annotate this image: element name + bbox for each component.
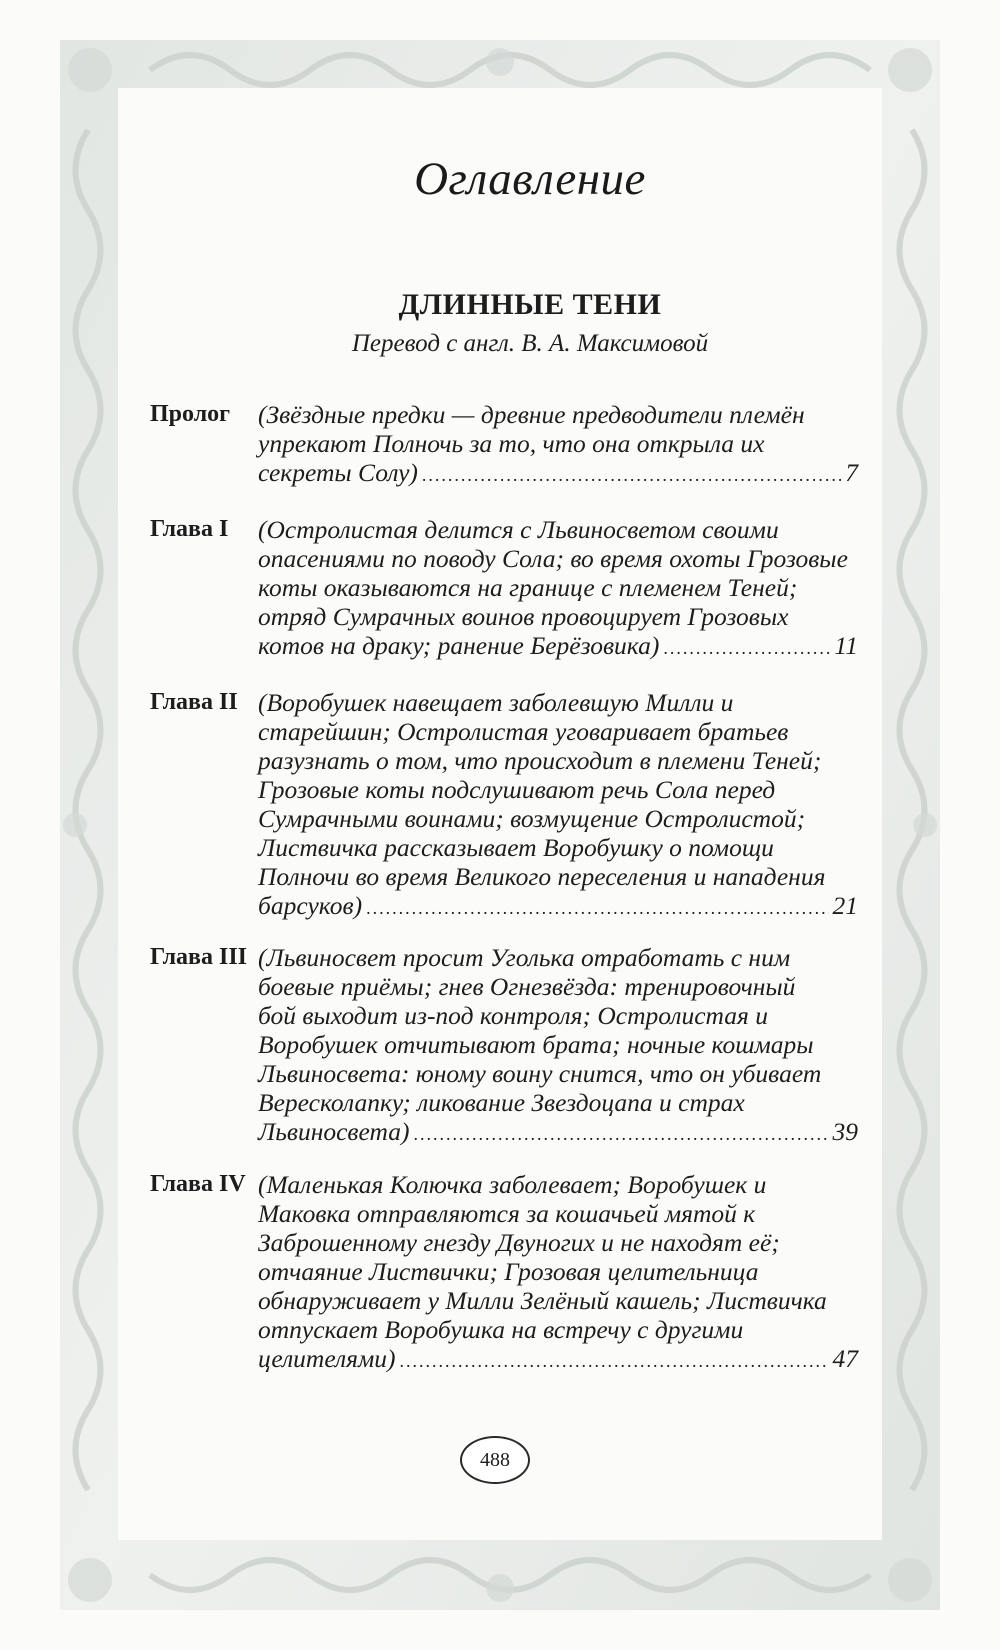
- toc-entry-line: Листвичка рассказывает Воробушку о помощи: [258, 833, 774, 862]
- toc-entry-line: Воробушек отчитывают брата; ночные кошмары: [258, 1030, 814, 1059]
- toc-entry-line: старейшин; Остролистая уговаривает братьев: [258, 717, 789, 746]
- toc-entry-description: [258, 515, 858, 663]
- toc-entry-line: (Львиносвет просит Уголька отработать с ним: [258, 943, 791, 972]
- toc-entry-description: [258, 400, 858, 490]
- toc-entry-line: Полночи во время Великого переселения и нападения: [258, 862, 826, 891]
- toc-entry-description: [258, 943, 858, 1149]
- toc-entry-label: Глава IV: [150, 1171, 246, 1197]
- toc-page-number: 11: [834, 631, 858, 660]
- toc-page-number: 21: [832, 891, 858, 920]
- toc-entry-label: Глава I: [150, 516, 229, 542]
- toc-page-number: 47: [832, 1344, 858, 1373]
- toc-entry-line: опасениями по поводу Сола; во время охоты Грозовые: [258, 544, 848, 573]
- toc-entry-line: Вересколапку; ликование Звездоцапа и страх: [258, 1088, 745, 1117]
- toc-entry-label: Пролог: [150, 401, 231, 427]
- toc-entry-line: Львиносвета): [258, 1117, 410, 1146]
- toc-entry-line: боевые приёмы; гнев Огнезвёзда: тренировочный: [258, 972, 796, 1001]
- dot-leader: [366, 894, 828, 923]
- toc-entry-line: отпускает Воробушка на встречу с другими: [258, 1315, 744, 1344]
- toc-entry-line: бой выходит из-под контроля; Остролистая и: [258, 1001, 768, 1030]
- toc-entry-line: Сумрачными воинами; возмущение Остролистой;: [258, 804, 806, 833]
- toc-entry-line: Маковка отправляются за кошачьей мятой к: [258, 1199, 756, 1228]
- dot-leader: [400, 1347, 829, 1376]
- toc-entry-line: разузнать о том, что происходит в племени Теней;: [258, 746, 822, 775]
- translator-credit: Перевод с англ. В. А. Максимовой: [351, 330, 709, 357]
- toc-content: [150, 0, 910, 1650]
- toc-entry-line: котов на драку; ранение Берёзовика): [258, 631, 660, 660]
- toc-entry-final-line: [258, 1344, 858, 1376]
- toc-entry-label: Глава III: [150, 944, 248, 970]
- toc-page-number: 39: [832, 1117, 858, 1146]
- toc-entry-line: упрекают Полночь за то, что она открыла их: [258, 429, 765, 458]
- dot-leader: [663, 634, 830, 663]
- toc-entry-line: отряд Сумрачных воинов провоцирует Грозовых: [258, 602, 789, 631]
- toc-page-number: 7: [845, 458, 858, 487]
- toc-entry-line: (Звёздные предки — древние предводители племён: [258, 400, 805, 429]
- toc-entry-description: [258, 1170, 858, 1376]
- toc-entry-line: Грозовые коты подслушивают речь Сола перед: [258, 775, 776, 804]
- toc-entry-line: обнаруживает у Милли Зелёный кашель; Листвичка: [258, 1286, 827, 1315]
- toc-entry-line: отчаяние Листвички; Грозовая целительница: [258, 1257, 759, 1286]
- toc-entry-line: (Воробушек навещает заболевшую Милли и: [258, 688, 734, 717]
- book-title: ДЛИННЫЕ ТЕНИ: [398, 288, 662, 321]
- toc-entry-final-line: [258, 631, 858, 663]
- toc-entry-line: коты оказываются на границе с племенем Теней;: [258, 573, 798, 602]
- page-number: 488: [460, 1436, 530, 1484]
- toc-entry-line: секреты Солу): [258, 458, 418, 487]
- toc-entry-final-line: [258, 891, 858, 923]
- toc-entry-line: барсуков): [258, 891, 363, 920]
- toc-entry-line: Львиносвета: юному воину снится, что он убивает: [258, 1059, 822, 1088]
- toc-entry-final-line: [258, 1117, 858, 1149]
- toc-entry-line: (Остролистая делится с Львиносветом своими: [258, 515, 779, 544]
- dot-leader: [422, 461, 841, 490]
- toc-entry-line: Заброшенному гнезду Двуногих и не находят её;: [258, 1228, 780, 1257]
- toc-entry-line: целителями): [258, 1344, 396, 1373]
- toc-entry-description: [258, 688, 858, 923]
- dot-leader: [413, 1120, 828, 1149]
- toc-entry-label: Глава II: [150, 689, 238, 715]
- page-heading: Оглавление: [414, 153, 646, 205]
- toc-entry-line: (Маленькая Колючка заболевает; Воробушек и: [258, 1170, 767, 1199]
- toc-entry-final-line: [258, 458, 858, 490]
